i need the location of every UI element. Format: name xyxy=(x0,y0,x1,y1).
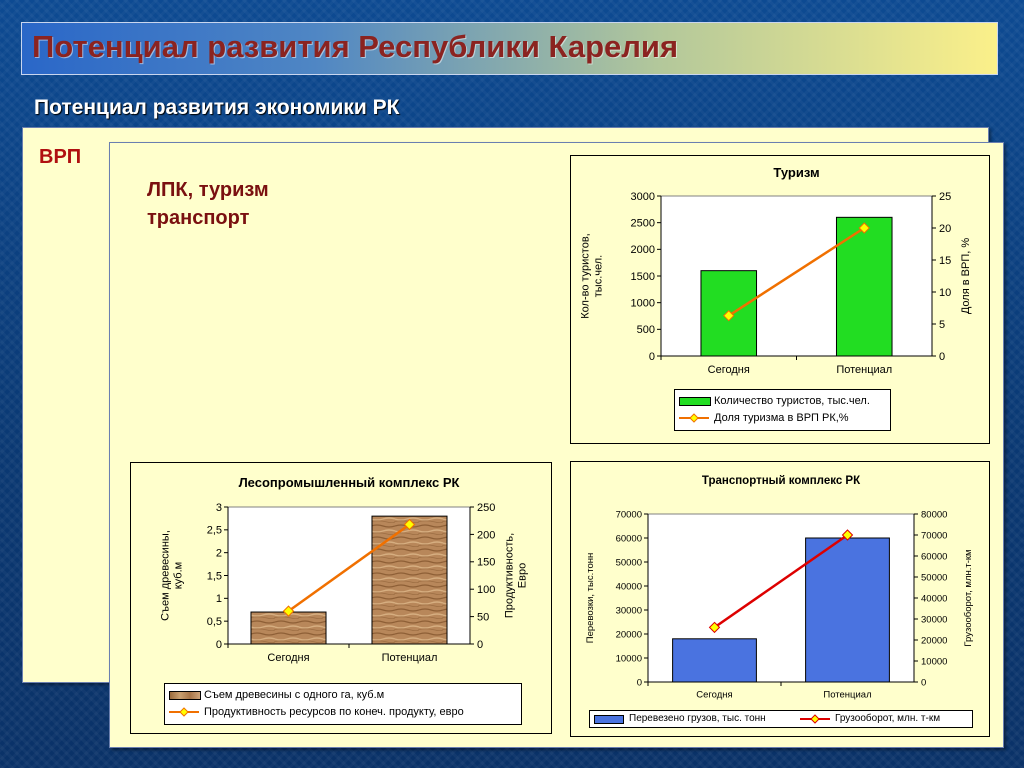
legend-label: Грузооборот, млн. т-км xyxy=(835,713,941,724)
legend-label: Съем древесины с одного га, куб.м xyxy=(204,689,385,701)
y2-tick-label: 30000 xyxy=(921,614,948,626)
transport-chart xyxy=(570,461,990,737)
y2-tick-label: 100 xyxy=(477,584,496,597)
y-axis-title: Кол-во туристов, xyxy=(579,233,592,319)
x-tick-label: Сегодня xyxy=(707,364,750,376)
y-tick-label: 0 xyxy=(648,350,655,363)
y2-tick-label: 20000 xyxy=(921,635,948,647)
y-tick-label: 30000 xyxy=(615,605,642,617)
x-tick-label: Потенциал xyxy=(381,652,438,664)
y-tick-label: 60000 xyxy=(615,533,642,545)
bar xyxy=(673,639,757,682)
chart-title: Лесопромышленный комплекс РК xyxy=(238,475,460,490)
chart-title: Туризм xyxy=(773,165,820,180)
page-title: Потенциал развития Республики Карелия xyxy=(32,29,679,64)
legend-bar-swatch xyxy=(169,688,201,702)
y2-tick-label: 20 xyxy=(939,222,952,235)
legend-label: Перевезено грузов, тыс. тонн xyxy=(629,713,766,724)
y-tick-label: 1000 xyxy=(630,297,655,310)
bar xyxy=(251,612,326,644)
y2-tick-label: 5 xyxy=(939,318,946,331)
y-tick-label: 0 xyxy=(636,677,642,689)
y2-tick-label: 200 xyxy=(477,529,496,542)
y-axis-title: Перевозки, тыс.тонн xyxy=(585,552,596,644)
y2-tick-label: 10000 xyxy=(921,656,948,668)
legend-line-swatch xyxy=(800,712,832,726)
y-axis-title: Съем древесины, xyxy=(159,530,172,621)
y-tick-label: 10000 xyxy=(615,653,642,665)
x-tick-label: Потенциал xyxy=(823,689,872,701)
y2-tick-label: 0 xyxy=(939,350,946,363)
y-tick-label: 0,5 xyxy=(206,616,222,629)
y2-tick-label: 150 xyxy=(477,556,496,569)
sector-text xyxy=(147,176,269,232)
chart-title: Транспортный комплекс РК xyxy=(701,475,861,487)
legend-label: Количество туристов, тыс.чел. xyxy=(714,395,870,407)
bar xyxy=(836,217,892,356)
legend-line-swatch xyxy=(679,411,711,425)
forest-legend xyxy=(164,683,522,725)
legend-bar-swatch xyxy=(679,394,711,408)
y-tick-label: 2 xyxy=(215,547,222,560)
transport-legend xyxy=(589,710,973,728)
x-tick-label: Потенциал xyxy=(836,364,893,376)
vrp-label: ВРП xyxy=(39,146,82,168)
y-tick-label: 50000 xyxy=(615,557,642,569)
y2-tick-label: 40000 xyxy=(921,593,948,605)
y2-axis-title: Евро xyxy=(516,562,529,589)
sector-line-2: транспорт xyxy=(147,207,250,229)
bar xyxy=(806,538,890,682)
y-tick-label: 20000 xyxy=(615,629,642,641)
forest-chart xyxy=(130,462,552,734)
y2-axis-title: Продуктивность, xyxy=(503,532,516,619)
y2-tick-label: 50 xyxy=(477,611,490,624)
y-tick-label: 0 xyxy=(215,638,222,651)
y-tick-label: 40000 xyxy=(615,581,642,593)
title-banner xyxy=(21,22,998,75)
y2-tick-label: 250 xyxy=(477,501,496,514)
y2-tick-label: 80000 xyxy=(921,509,948,521)
y-tick-label: 2,5 xyxy=(206,524,222,537)
y-tick-label: 3000 xyxy=(630,190,655,203)
y2-tick-label: 60000 xyxy=(921,551,948,563)
y2-tick-label: 25 xyxy=(939,190,952,203)
y2-tick-label: 10 xyxy=(939,286,952,299)
y-tick-label: 3 xyxy=(215,501,222,514)
legend-line-swatch xyxy=(169,705,201,719)
y-axis-title: тыс.чел. xyxy=(592,254,605,298)
page-subtitle: Потенциал развития экономики РК xyxy=(34,96,400,119)
y-tick-label: 2000 xyxy=(630,244,655,257)
y-tick-label: 1,5 xyxy=(206,570,222,583)
y2-tick-label: 70000 xyxy=(921,530,948,542)
y-tick-label: 500 xyxy=(636,324,655,337)
tourism-legend xyxy=(674,389,891,431)
y-tick-label: 1500 xyxy=(630,270,655,283)
x-tick-label: Сегодня xyxy=(267,652,310,664)
legend-bar-swatch xyxy=(594,712,626,726)
y-axis-title: куб.м xyxy=(172,561,185,590)
y2-axis-title: Доля в ВРП, % xyxy=(960,237,972,315)
y-tick-label: 2500 xyxy=(630,217,655,230)
y2-tick-label: 0 xyxy=(921,677,927,689)
y2-tick-label: 15 xyxy=(939,254,952,267)
y2-tick-label: 50000 xyxy=(921,572,948,584)
legend-label: Доля туризма в ВРП РК,% xyxy=(714,412,849,424)
tourism-chart xyxy=(570,155,990,444)
bar xyxy=(372,516,447,644)
sector-line-1: ЛПК, туризм xyxy=(147,179,269,201)
y2-tick-label: 0 xyxy=(477,638,484,651)
y-tick-label: 70000 xyxy=(615,509,642,521)
y2-axis-title: Грузооборот, млн.т-км xyxy=(963,549,974,647)
legend-label: Продуктивность ресурсов по конеч. продукту, евро xyxy=(204,706,464,718)
y-tick-label: 1 xyxy=(215,593,222,606)
x-tick-label: Сегодня xyxy=(696,689,733,701)
